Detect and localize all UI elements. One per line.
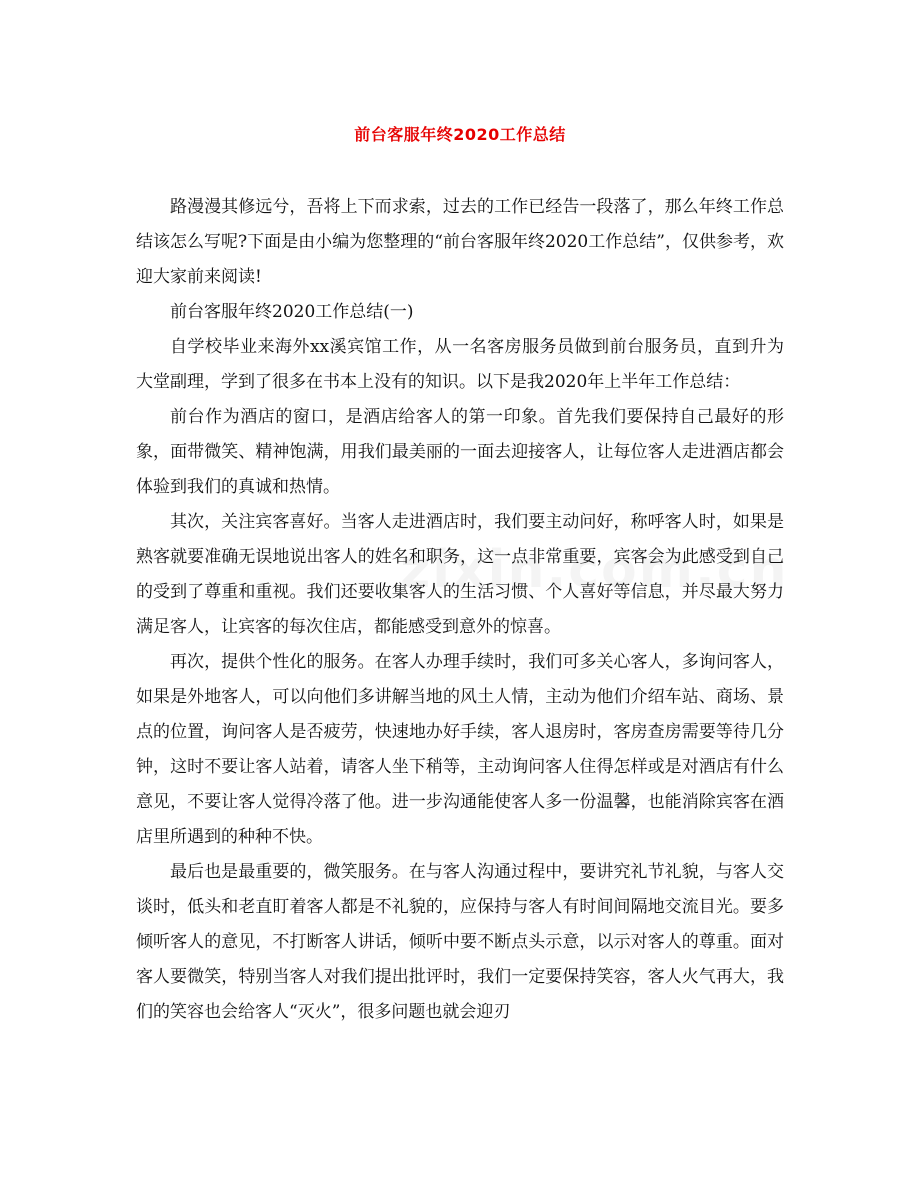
paragraph: 其次，关注宾客喜好。当客人走进酒店时，我们要主动问好，称呼客人时，如果是熟客就要准确无误地说出客人的姓名和职务，这一点非常重要，宾客会为此感受到自己的受到了尊重和重视。我们还要收集客人的生活习惯、个人喜好等信息，并尽最大努力满足客人，让宾客的每次住店，都能感受到意外的惊喜。 — [136, 512, 784, 637]
paragraph-intro: 路漫漫其修远兮，吾将上下而求索，过去的工作已经告一段落了，那么年终工作总结该怎么写呢?下面是由小编为您整理的“前台客服年终2020工作总结”，仅供参考，欢迎大家前来阅读! — [136, 197, 784, 287]
paragraph: 前台作为酒店的窗口，是酒店给客人的第一印象。首先我们要保持自己最好的形象，面带微笑、精神饱满，用我们最美丽的一面去迎接客人，让每位客人走进酒店都会体验到我们的真诚和热情。 — [136, 407, 784, 497]
paragraph: 自学校毕业来海外xx溪宾馆工作，从一名客房服务员做到前台服务员，直到升为大堂副理，学到了很多在书本上没有的知识。以下是我2020年上半年工作总结： — [136, 337, 784, 392]
document-body — [136, 190, 784, 1030]
document-title: 前台客服年终2020工作总结 — [354, 125, 566, 144]
paragraph: 最后也是最重要的，微笑服务。在与客人沟通过程中，要讲究礼节礼貌，与客人交谈时，低头和老直盯着客人都是不礼貌的，应保持与客人有时间间隔地交流目光。要多倾听客人的意见，不打断客人讲话，倾听中要不断点头示意，以示对客人的尊重。面对客人要微笑，特别当客人对我们提出批评时，我们一定要保持笑容，客人火气再大，我们的笑容也会给客人“灭火”，很多问题也就会迎刃 — [136, 862, 784, 1022]
paragraph: 再次，提供个性化的服务。在客人办理手续时，我们可多关心客人，多询问客人，如果是外地客人，可以向他们多讲解当地的风土人情，主动为他们介绍车站、商场、景点的位置，询问客人是否疲劳，快速地办好手续，客人退房时，客房查房需要等待几分钟，这时不要让客人站着，请客人坐下稍等，主动询问客人住得怎样或是对酒店有什么意见，不要让客人觉得冷落了他。进一步沟通能使客人多一份温馨，也能消除宾客在酒店里所遇到的种种不快。 — [136, 652, 784, 847]
section-heading: 前台客服年终2020工作总结(一) — [170, 302, 414, 322]
